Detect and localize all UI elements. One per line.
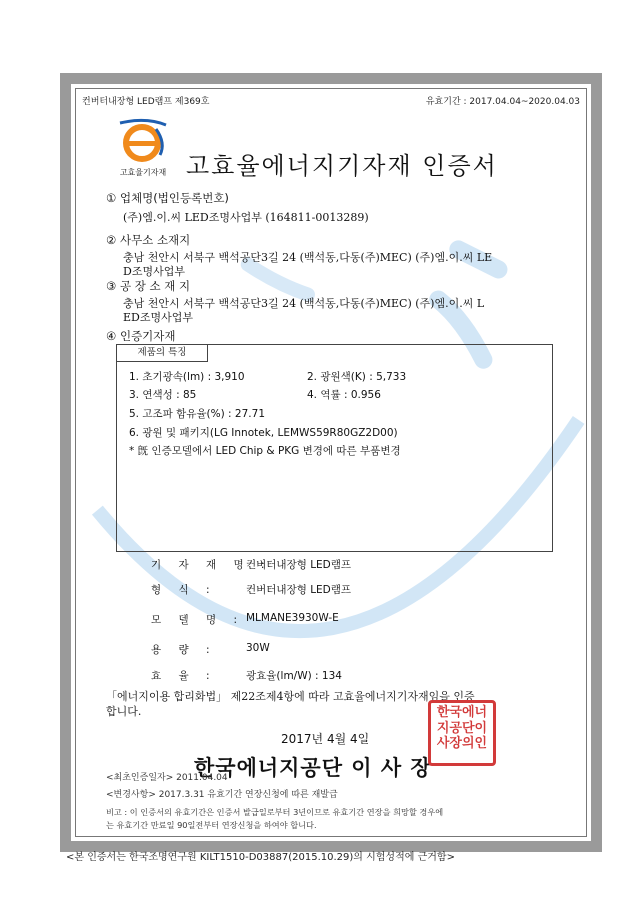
efficiency-logo-icon <box>106 117 180 163</box>
company-value: (주)엠.이.씨 LED조명사업부 (164811-0013289) <box>123 211 369 224</box>
spec-value-name: 컨버터내장형 LED램프 <box>246 559 352 571</box>
certificate-frame <box>60 73 602 852</box>
feature-color-temp: 2. 광원색(K) : 5,733 <box>307 371 407 383</box>
spec-value-efficiency: 광효율(lm/W) : 134 <box>246 670 342 682</box>
features-label: 제품의 특징 <box>117 345 208 362</box>
remark-line2: 는 유효기간 만료일 90일전부터 연장신청을 하여야 합니다. <box>106 820 317 830</box>
factory-heading: ③ 공 장 소 재 지 <box>106 279 191 293</box>
header-left: 컨버터내장형 LED램프 제369호 <box>82 97 210 107</box>
issuer-name: 한국에너지공단 이 사 장 <box>194 756 432 780</box>
product-heading: ④ 인증기자재 <box>106 329 176 343</box>
page-title: 고효율에너지기자재 인증서 <box>186 152 498 180</box>
issue-date: 2017년 4월 4일 <box>281 732 370 746</box>
feature-luminous-flux: 1. 초기광속(lm) : 3,910 <box>129 371 245 383</box>
certificate-inner-border <box>75 88 587 837</box>
seal-line-3: 사장의인 <box>436 736 488 751</box>
feature-cri: 3. 연색성 : 85 <box>129 389 197 401</box>
feature-harmonics: 5. 고조파 함유율(%) : 27.71 <box>129 408 265 420</box>
spec-value-type: 컨버터내장형 LED램프 <box>246 584 352 596</box>
spec-label-efficiency: 효 율 : <box>151 670 217 682</box>
change-note: <변경사항> 2017.3.31 유효기간 연장신청에 따른 재발급 <box>106 790 338 800</box>
feature-power-factor: 4. 역률 : 0.956 <box>307 389 381 401</box>
features-box <box>116 344 553 552</box>
feature-package: 6. 광원 및 패키지(LG Innotek, LEMWS59R80GZ2D00) <box>129 427 398 439</box>
factory-line1: 충남 천안시 서북구 백석공단3길 24 (백석동,다동(주)MEC) (주)엠.이.씨 L <box>123 297 485 310</box>
remark-line1: 비고 : 이 인증서의 유효기간은 인증서 발급일로부터 3년이므로 유효기간 연장을 희망할 경우에 <box>106 807 444 817</box>
first-cert-date: <최초인증일자> 2011.04.04 <box>106 773 228 783</box>
spec-label-capacity: 용 량 : <box>151 644 217 656</box>
factory-line2: ED조명사업부 <box>123 311 193 324</box>
header-right: 유효기간 : 2017.04.04~2020.04.03 <box>425 97 580 107</box>
seal-line-2: 지공단이 <box>436 720 488 736</box>
feature-change-note: * 旣 인증모델에서 LED Chip & PKG 변경에 따른 부품변경 <box>129 445 401 457</box>
statement-line1: 「에너지이용 합리화법」 제22조제4항에 따라 고효율에너지기자재임을 인증 <box>106 690 475 703</box>
office-line1: 충남 천안시 서북구 백석공단3길 24 (백석동,다동(주)MEC) (주)엠.이.씨 LE <box>123 251 493 264</box>
seal-line-1: 한국에너 <box>436 705 488 720</box>
office-heading: ② 사무소 소재지 <box>106 233 191 247</box>
spec-label-model: 모 델 명 : <box>151 614 244 626</box>
logo <box>106 117 180 175</box>
footer-basis: <본 인증서는 한국조명연구원 KILT1510-D03887(2015.10.29)의 시험성적에 근거함> <box>66 852 455 863</box>
spec-label-type: 형 식 : <box>151 584 217 596</box>
spec-value-capacity: 30W <box>246 642 270 654</box>
statement-line2: 합니다. <box>106 705 142 718</box>
spec-label-name: 기 자 재 명 : <box>151 559 272 571</box>
official-seal <box>428 700 496 766</box>
logo-caption: 고효율기자재 <box>119 168 167 177</box>
office-line2: D조명사업부 <box>123 265 185 278</box>
spec-value-model: MLMANE3930W-E <box>246 612 339 624</box>
company-heading: ① 업체명(법인등록번호) <box>106 191 229 205</box>
